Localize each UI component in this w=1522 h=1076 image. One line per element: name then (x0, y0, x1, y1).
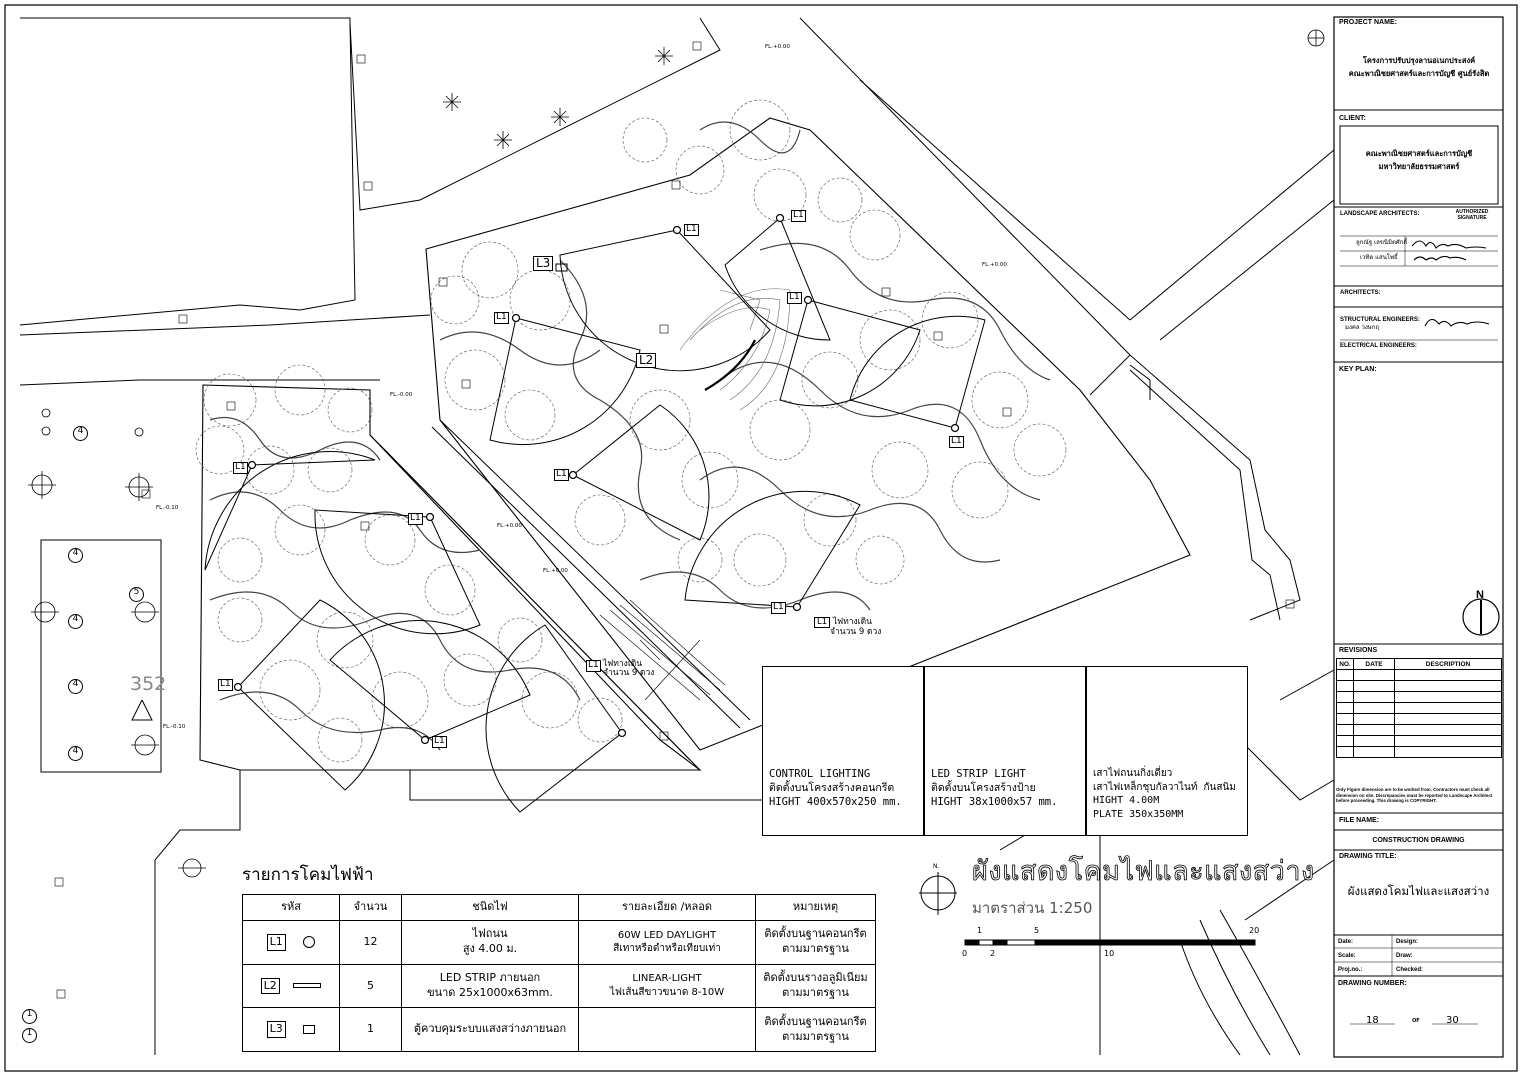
level-label: FL.-0.10 (156, 505, 179, 511)
fixture-tag: L1 (220, 679, 231, 689)
key-plan-label: KEY PLAN: (1339, 366, 1377, 373)
scale-bar-label: 10 (1104, 949, 1115, 958)
table-row (243, 921, 876, 965)
type-line: LED STRIP ภายนอก (439, 971, 541, 985)
product-size: HIGHT 400x570x250 mm. (769, 796, 902, 809)
structural-engineers-label: STRUCTURAL ENGINEERS: (1340, 317, 1420, 323)
plan-title: ผังแสดงโคมไฟและแสงสว่าง (972, 856, 1315, 887)
luminaire-schedule-table (242, 894, 876, 1052)
drawing-number-label: DRAWING NUMBER: (1338, 980, 1407, 987)
product-desc: ติดตั้งบนโครงสร้างคอนกรีต (769, 782, 895, 795)
product-size: HIGHT 38x1000x57 mm. (931, 796, 1058, 809)
callout-line1: ไฟทางเดิน (832, 617, 872, 627)
callout-line1: ไฟทางเดิน (603, 659, 643, 669)
rev-col-desc: DESCRIPTION (1395, 659, 1502, 670)
scale-bar-label: 1 (977, 926, 983, 935)
tree-tag: 4 (68, 548, 83, 563)
qty-cell: 5 (340, 964, 402, 1008)
col-header: หมายเหตุ (756, 895, 876, 921)
fixture-tag: L1 (556, 469, 567, 479)
product-extra: PLATE 350x350MM (1093, 808, 1184, 820)
stray-number: 352 (130, 673, 167, 695)
note-line: ติดตั้งบนฐานคอนกรีต (764, 1014, 867, 1028)
fixture-tag: L1 (686, 224, 697, 234)
col-header: รหัส (243, 895, 340, 921)
fixture-tag: L1 (235, 462, 246, 472)
scale-bar-label: 20 (1249, 926, 1260, 935)
note-line: ตามมาตรฐาน (782, 985, 849, 999)
design-label: Design: (1396, 939, 1419, 945)
product-name: LED STRIP LIGHT (931, 768, 1026, 780)
fixture-tag: L1 (588, 660, 599, 670)
file-name-label: FILE NAME: (1339, 817, 1380, 824)
note-line: ตามมาตรฐาน (782, 1029, 849, 1043)
control-box-icon (303, 1025, 315, 1034)
detail-line: 60W LED DAYLIGHT (617, 929, 717, 941)
plan-north-label: N. (933, 863, 940, 870)
fixture-tag: L3 (533, 256, 553, 271)
callout-line2: จำนวน 9 ดวง (830, 627, 882, 638)
product-card-led-strip (924, 666, 1086, 836)
project-name-label: PROJECT NAME: (1339, 19, 1397, 26)
rev-col-date: DATE (1354, 659, 1395, 670)
fixture-code: L2 (261, 978, 280, 995)
product-size: HIGHT 4.00M (1093, 795, 1160, 806)
file-name-value: CONSTRUCTION DRAWING (1372, 837, 1465, 844)
fixture-tag: L1 (793, 210, 804, 220)
col-header: จำนวน (340, 895, 402, 921)
landscape-architect-name: เวทิต แสนโพธิ์ (1360, 254, 1398, 261)
fixture-tag: L1 (789, 292, 800, 302)
level-label: FL.-0.00 (390, 392, 413, 398)
project-name: โครงการปรับปรุงลานอเนกประสงค์ (1362, 56, 1476, 65)
fixture-tag: L1 (410, 513, 421, 523)
note-line: ติดตั้งบนฐานคอนกรีต (764, 927, 867, 941)
date-label: Date: (1338, 939, 1354, 945)
scale-bar-label: 2 (990, 949, 996, 958)
fixture-tag: L1 (773, 602, 784, 612)
authorized-signature-label: AUTHORIZED SIGNATURE (1455, 209, 1489, 221)
tree-tag: 5 (129, 587, 144, 602)
client-name: มหาวิทยาลัยธรรมศาสตร์ (1378, 162, 1460, 171)
fixture-tag: L1 (814, 617, 830, 628)
detail-line: LINEAR-LIGHT (632, 973, 702, 985)
drawing-title-label: DRAWING TITLE: (1339, 853, 1397, 860)
plan-scale: มาตราส่วน 1:250 (972, 899, 1093, 917)
detail-line: สีเทาหรือดำหรือเทียบเท่า (613, 943, 721, 955)
callout-line2: จำนวน 9 ดวง (603, 668, 655, 679)
client-name: คณะพาณิชยศาสตร์และการบัญชี (1365, 149, 1473, 158)
level-label: FL.-0.10 (163, 724, 186, 730)
fixture-tag: L1 (496, 312, 507, 322)
product-card-street-pole (1086, 666, 1248, 836)
tree-tag: 4 (68, 614, 83, 629)
scale-label: Scale: (1338, 953, 1356, 959)
level-label: FL.+0.00 (982, 262, 1007, 268)
tree-tag: 4 (68, 679, 83, 694)
landscape-architects-label: LANDSCAPE ARCHITECTS: (1340, 211, 1420, 217)
note-line: ตามมาตรฐาน (782, 942, 849, 956)
fixture-code: L3 (267, 1021, 286, 1038)
product-name: เสาไฟถนนกิ่งเดี่ยว (1093, 768, 1173, 779)
projno-label: Proj.no.: (1338, 967, 1363, 973)
type-line: ตู้ควบคุมระบบแสงสว่างภายนอก (413, 1022, 567, 1036)
scale-bar-label: 5 (1034, 926, 1040, 935)
type-line: ไฟถนน (472, 927, 508, 941)
table-row (243, 964, 876, 1008)
led-strip-icon (293, 983, 321, 988)
landscape-architect-name: ลูกณัฐ เลขนิมิตศักดิ์ (1356, 239, 1408, 246)
drawing-title: ผังแสดงโคมไฟและแสงสว่าง (1347, 884, 1490, 898)
col-header: ชนิดไฟ (402, 895, 579, 921)
tree-tag: 1 (22, 1009, 37, 1024)
fixture-tag: L1 (951, 436, 962, 446)
rev-col-no: NO. (1337, 659, 1354, 670)
type-line: สูง 4.00 ม. (462, 942, 518, 956)
revisions-table (1336, 658, 1502, 758)
type-line: ขนาด 25x1000x63mm. (427, 985, 553, 999)
table-row (243, 1008, 876, 1052)
fixture-tag: L2 (636, 353, 656, 368)
sheet-total: 30 (1446, 1015, 1459, 1026)
pole-light-icon (303, 936, 315, 948)
walkway-light-callout (814, 617, 881, 638)
checked-label: Checked: (1396, 967, 1424, 973)
fixture-code: L1 (267, 934, 286, 951)
level-label: FL.+0.00 (497, 523, 522, 529)
level-label: FL.+0.00 (543, 568, 568, 574)
project-name: คณะพาณิชยศาสตร์และการบัญชี ศูนย์รังสิต (1348, 69, 1490, 78)
product-desc: ติดตั้งบนโครงสร้างป้าย (931, 782, 1036, 795)
revisions-label: REVISIONS (1339, 647, 1378, 654)
col-header: รายละเอียด /หลอด (579, 895, 756, 921)
key-plan-north-label: N (1476, 589, 1484, 601)
level-label: FL.+0.00 (765, 44, 790, 50)
sheet-number: 18 (1366, 1015, 1379, 1026)
structural-engineer-name: มงคล วงษกฤ (1345, 324, 1380, 331)
draw-label: Draw: (1396, 953, 1413, 959)
client-label: CLIENT: (1339, 115, 1366, 122)
walkway-light-callout (603, 660, 654, 679)
scale-bar-label: 0 (962, 949, 968, 958)
qty-cell: 1 (340, 1008, 402, 1052)
electrical-engineers-label: ELECTRICAL ENGINEERS: (1340, 343, 1417, 349)
disclaimer: Only Figure dimension are to be worked from. Contractors must check all dimension on site. Discrepancies must be reported to Landscape Architect before proceeding. This drawing is COPYRIGHT. (1336, 787, 1493, 803)
product-card-control-lighting (762, 666, 924, 836)
product-desc: เสาไฟเหล็กชุบกัลวาไนท์ กันสนิม (1093, 781, 1236, 793)
tree-tag: 4 (73, 426, 88, 441)
fixture-tag: L1 (434, 736, 445, 746)
sheet-of: OF (1412, 1018, 1420, 1024)
qty-cell: 12 (340, 921, 402, 965)
tree-tag: 1 (22, 1028, 37, 1043)
legend-title: รายการโคมไฟฟ้า (242, 865, 374, 885)
detail-line: ไฟเส้นสีขาวขนาด 8-10W (609, 986, 725, 998)
tree-tag: 4 (68, 746, 83, 761)
architects-label: ARCHITECTS: (1340, 290, 1381, 296)
note-line: ติดตั้งบนรางอลูมิเนียม (763, 971, 868, 985)
product-name: CONTROL LIGHTING (769, 768, 871, 780)
